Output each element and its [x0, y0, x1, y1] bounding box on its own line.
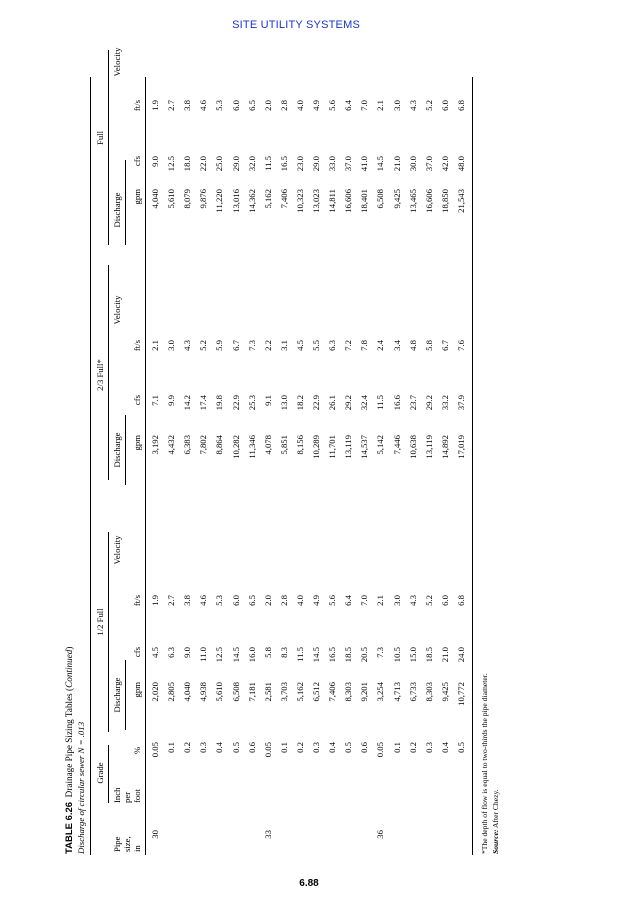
cell-grade-pct: 0.4	[439, 742, 450, 753]
cell-twothirds-fts: 7.2	[343, 340, 354, 351]
cell-half-cfs: 7.3	[375, 647, 386, 658]
cell-half-fts: 5.3	[214, 595, 225, 606]
cell-twothirds-fts: 5.5	[311, 340, 321, 351]
cell-twothirds-cfs: 18.2	[294, 395, 305, 411]
cell-half-cfs: 12.5	[214, 647, 225, 663]
pipe-size-header-1: Pipe	[112, 836, 122, 852]
cell-half-fts: 5.6	[327, 595, 338, 606]
cell-half-cfs: 6.3	[166, 647, 177, 658]
cell-full-gpm: 10,323	[294, 189, 305, 213]
cell-grade-pct: 0.5	[343, 742, 354, 753]
cell-twothirds-gpm: 4,078	[262, 435, 273, 455]
cell-full-fts: 1.9	[150, 100, 160, 111]
cell-full-fts: 5.6	[327, 100, 338, 111]
cell-full-gpm: 14,811	[327, 189, 338, 213]
bottom-rule	[472, 77, 473, 855]
cell-half-fts: 5.2	[423, 595, 434, 606]
cell-full-fts: 4.6	[198, 100, 209, 111]
cell-grade-pct: 0.1	[391, 742, 402, 753]
cell-half-fts: 6.0	[230, 595, 241, 606]
twothirds-fts-unit: ft/s	[132, 340, 142, 352]
cell-full-fts: 5.3	[214, 100, 225, 111]
header-full: Full	[95, 131, 105, 146]
half-fts-unit: ft/s	[132, 595, 142, 607]
cell-twothirds-gpm: 13,119	[343, 435, 354, 459]
cell-twothirds-cfs: 33.2	[439, 395, 450, 411]
cell-half-gpm: 4,040	[182, 682, 193, 702]
cell-full-gpm: 21,543	[455, 189, 466, 213]
cell-half-fts: 1.9	[150, 595, 160, 606]
cell-half-gpm: 2,020	[150, 682, 160, 702]
cell-half-gpm: 6,512	[311, 682, 321, 702]
cell-full-gpm: 14,362	[246, 189, 257, 213]
cell-grade-pct: 0.2	[294, 742, 305, 753]
cell-twothirds-fts: 7.3	[246, 340, 257, 351]
cell-grade-pct: 0.3	[423, 742, 434, 753]
cell-full-fts: 5.2	[423, 100, 434, 111]
cell-full-cfs: 37.0	[423, 156, 434, 172]
half-gpm-unit: gpm	[132, 682, 142, 698]
cell-half-gpm: 5,610	[214, 682, 225, 702]
cell-full-gpm: 16,606	[423, 189, 434, 213]
cell-full-fts: 3.8	[182, 100, 193, 111]
cell-half-fts: 4.6	[198, 595, 209, 606]
full-underline	[108, 50, 109, 245]
cell-twothirds-gpm: 13,119	[423, 435, 434, 459]
grade-underline	[108, 745, 109, 803]
cell-twothirds-fts: 4.5	[294, 340, 305, 351]
cell-full-fts: 3.0	[391, 100, 402, 111]
cell-full-fts: 4.0	[294, 100, 305, 111]
cell-pipe-size: 30	[150, 830, 160, 839]
cell-half-fts: 4.9	[311, 595, 321, 606]
cell-grade-pct: 0.05	[262, 742, 273, 758]
cell-twothirds-fts: 5.9	[214, 340, 225, 351]
cell-twothirds-cfs: 26.1	[327, 395, 338, 411]
cell-grade-pct: 0.2	[407, 742, 418, 753]
cell-full-gpm: 11,220	[214, 189, 225, 213]
cell-full-fts: 4.9	[311, 100, 321, 111]
cell-full-fts: 2.8	[278, 100, 289, 111]
full-discharge-header: Discharge	[112, 192, 122, 228]
cell-full-gpm: 5,162	[262, 189, 273, 209]
full-gpm-unit: gpm	[132, 189, 142, 205]
table-title: Drainage Pipe Sizing Tables (	[64, 687, 74, 798]
cell-half-fts: 6.5	[246, 595, 257, 606]
cell-twothirds-gpm: 5,851	[278, 435, 289, 455]
table-title-close: )	[64, 646, 74, 650]
cell-full-gpm: 9,425	[391, 189, 402, 209]
cell-half-fts: 6.4	[343, 595, 354, 606]
cell-full-gpm: 13,023	[311, 189, 321, 213]
footnote-depth: *The depth of flow is equal to two-thirds the pipe diameter.	[480, 673, 489, 854]
cell-full-cfs: 42.0	[439, 156, 450, 172]
cell-half-gpm: 3,254	[375, 682, 386, 702]
half-full-underline	[108, 532, 109, 732]
cell-twothirds-cfs: 17.4	[198, 395, 209, 411]
cell-full-cfs: 12.5	[166, 156, 177, 172]
running-header: SITE UTILITY SYSTEMS	[232, 19, 360, 31]
cell-half-cfs: 16.5	[327, 647, 338, 663]
cell-full-fts: 6.5	[246, 100, 257, 111]
cell-twothirds-cfs: 14.2	[182, 395, 193, 411]
cell-half-cfs: 24.0	[455, 647, 466, 663]
cell-half-cfs: 5.8	[262, 647, 273, 658]
cell-twothirds-cfs: 13.0	[278, 395, 289, 411]
full-discharge-underline	[125, 160, 126, 245]
cell-grade-pct: 0.1	[278, 742, 289, 753]
cell-twothirds-gpm: 5,142	[375, 435, 386, 455]
cell-twothirds-fts: 5.2	[198, 340, 209, 351]
cell-grade-pct: 0.5	[230, 742, 241, 753]
cell-twothirds-fts: 5.8	[423, 340, 434, 351]
cell-full-fts: 2.0	[262, 100, 273, 111]
cell-full-gpm: 16,606	[343, 189, 354, 213]
cell-twothirds-fts: 2.1	[150, 340, 160, 351]
twothirds-discharge-header: Discharge	[112, 432, 122, 468]
cell-full-fts: 6.0	[230, 100, 241, 111]
cell-grade-pct: 0.1	[166, 742, 177, 753]
cell-full-gpm: 18,401	[359, 189, 370, 213]
cell-half-fts: 3.8	[182, 595, 193, 606]
cell-full-gpm: 7,406	[278, 189, 289, 209]
cell-half-fts: 3.0	[391, 595, 402, 606]
cell-full-cfs: 29.0	[230, 156, 241, 172]
cell-half-cfs: 14.5	[311, 647, 321, 663]
cell-full-cfs: 41.0	[359, 156, 370, 172]
cell-twothirds-gpm: 8,156	[294, 435, 305, 455]
cell-half-cfs: 14.5	[230, 647, 241, 663]
cell-twothirds-cfs: 22.9	[230, 395, 241, 411]
cell-twothirds-gpm: 11,346	[246, 435, 257, 459]
cell-full-cfs: 22.0	[198, 156, 209, 172]
cell-grade-pct: 0.4	[214, 742, 225, 753]
cell-twothirds-fts: 6.3	[327, 340, 338, 351]
cell-full-fts: 6.4	[343, 100, 354, 111]
cell-twothirds-cfs: 16.6	[391, 395, 402, 411]
cell-twothirds-gpm: 3,192	[150, 435, 160, 455]
cell-half-cfs: 18.5	[343, 647, 354, 663]
cell-full-fts: 6.8	[455, 100, 466, 111]
cell-twothirds-cfs: 9.1	[262, 395, 273, 406]
cell-half-gpm: 6,508	[230, 682, 241, 702]
cell-full-gpm: 5,610	[166, 189, 177, 209]
cell-grade-pct: 0.3	[198, 742, 209, 753]
cell-twothirds-cfs: 19.8	[214, 395, 225, 411]
cell-full-cfs: 18.0	[182, 156, 193, 172]
cell-half-fts: 4.0	[294, 595, 305, 606]
cell-twothirds-fts: 2.2	[262, 340, 273, 351]
cell-half-gpm: 9,425	[439, 682, 450, 702]
cell-full-cfs: 14.5	[375, 156, 386, 172]
cell-full-cfs: 11.5	[262, 156, 273, 171]
cell-twothirds-gpm: 4,432	[166, 435, 177, 455]
cell-half-fts: 2.7	[166, 595, 177, 606]
header-grade: Grade	[95, 762, 105, 784]
header-rule	[145, 77, 146, 855]
cell-grade-pct: 0.05	[150, 742, 160, 758]
half-discharge-header: Discharge	[112, 677, 122, 713]
cell-half-gpm: 8,303	[343, 682, 354, 702]
cell-full-fts: 7.0	[359, 100, 370, 111]
top-rule	[90, 77, 91, 855]
table-continued: Continued	[64, 649, 74, 688]
cell-half-cfs: 16.0	[246, 647, 257, 663]
cell-full-cfs: 48.0	[455, 156, 466, 172]
cell-half-cfs: 4.5	[150, 647, 160, 658]
cell-twothirds-cfs: 22.9	[311, 395, 321, 411]
cell-grade-pct: 0.05	[375, 742, 386, 758]
twothirds-underline	[108, 265, 109, 480]
header-twothirds-full: 2/3 Full*	[95, 359, 105, 391]
half-velocity-header: Velocity	[112, 535, 122, 565]
cell-full-cfs: 16.5	[278, 156, 289, 172]
table-caption	[64, 647, 75, 854]
cell-twothirds-fts: 3.1	[278, 340, 289, 351]
cell-half-gpm: 7,406	[327, 682, 338, 702]
cell-full-gpm: 8,079	[182, 189, 193, 209]
cell-twothirds-cfs: 29.2	[343, 395, 354, 411]
cell-grade-pct: 0.3	[311, 742, 321, 753]
footnote-source	[491, 789, 500, 854]
full-velocity-header: Velocity	[112, 47, 122, 77]
cell-half-cfs: 10.5	[391, 647, 402, 663]
cell-half-cfs: 15.0	[407, 647, 418, 663]
cell-twothirds-gpm: 17,019	[455, 435, 466, 459]
cell-grade-pct: 0.5	[455, 742, 466, 753]
cell-half-cfs: 11.5	[294, 647, 305, 662]
cell-full-cfs: 23.0	[294, 156, 305, 172]
cell-half-fts: 6.0	[439, 595, 450, 606]
cell-half-fts: 2.1	[375, 595, 386, 606]
full-fts-unit: ft/s	[132, 100, 142, 112]
cell-full-cfs: 30.0	[407, 156, 418, 172]
full-cfs-unit: cfs	[132, 156, 142, 167]
cell-twothirds-gpm: 11,701	[327, 435, 338, 459]
cell-half-gpm: 2,581	[262, 682, 273, 702]
cell-full-fts: 4.3	[407, 100, 418, 111]
cell-half-fts: 4.3	[407, 595, 418, 606]
cell-twothirds-cfs: 32.4	[359, 395, 370, 411]
cell-half-cfs: 18.5	[423, 647, 434, 663]
cell-full-fts: 2.1	[375, 100, 386, 111]
cell-full-gpm: 13,016	[230, 189, 241, 213]
cell-half-fts: 6.8	[455, 595, 466, 606]
table-label: TABLE 6.26	[64, 801, 75, 854]
twothirds-gpm-unit: gpm	[132, 435, 142, 451]
cell-twothirds-gpm: 10,282	[230, 435, 241, 459]
cell-grade-pct: 0.4	[327, 742, 338, 753]
cell-half-cfs: 20.5	[359, 647, 370, 663]
cell-full-fts: 2.7	[166, 100, 177, 111]
cell-full-cfs: 33.0	[327, 156, 338, 172]
source-text: After Chezy.	[491, 789, 500, 830]
source-label: Source:	[491, 829, 500, 854]
cell-half-gpm: 6,733	[407, 682, 418, 702]
cell-twothirds-fts: 4.3	[182, 340, 193, 351]
inch-per-foot-header-3: foot	[132, 789, 142, 803]
table-subtitle: Discharge of circular sewer N = .013	[76, 721, 86, 854]
cell-full-gpm: 4,040	[150, 189, 160, 209]
cell-twothirds-cfs: 37.9	[455, 395, 466, 411]
cell-twothirds-cfs: 25.3	[246, 395, 257, 411]
cell-half-gpm: 8,303	[423, 682, 434, 702]
cell-twothirds-fts: 3.4	[391, 340, 402, 351]
cell-full-cfs: 9.0	[150, 156, 160, 167]
cell-half-cfs: 9.0	[182, 647, 193, 658]
half-cfs-unit: cfs	[132, 647, 142, 658]
cell-full-cfs: 29.0	[311, 156, 321, 172]
header-half-full: 1/2 Full	[95, 608, 105, 636]
cell-full-cfs: 25.0	[214, 156, 225, 172]
cell-half-gpm: 5,162	[294, 682, 305, 702]
cell-half-cfs: 21.0	[439, 647, 450, 663]
cell-full-gpm: 9,876	[198, 189, 209, 209]
cell-full-cfs: 32.0	[246, 156, 257, 172]
pipe-size-header-3: in	[132, 845, 142, 852]
cell-full-gpm: 18,850	[439, 189, 450, 213]
inch-per-foot-header-2: per	[122, 791, 132, 803]
cell-twothirds-cfs: 7.1	[150, 395, 160, 406]
cell-half-gpm: 2,805	[166, 682, 177, 702]
cell-twothirds-cfs: 23.7	[407, 395, 418, 411]
cell-full-cfs: 37.0	[343, 156, 354, 172]
cell-twothirds-fts: 6.7	[439, 340, 450, 351]
cell-twothirds-cfs: 29.2	[423, 395, 434, 411]
cell-pipe-size: 33	[262, 830, 273, 839]
cell-full-gpm: 6,508	[375, 189, 386, 209]
half-discharge-underline	[125, 660, 126, 730]
twothirds-velocity-header: Velocity	[112, 295, 122, 325]
cell-half-cfs: 11.0	[198, 647, 209, 662]
cell-half-fts: 2.0	[262, 595, 273, 606]
cell-half-fts: 2.8	[278, 595, 289, 606]
cell-twothirds-fts: 3.0	[166, 340, 177, 351]
cell-twothirds-fts: 7.8	[359, 340, 370, 351]
cell-half-gpm: 4,938	[198, 682, 209, 702]
twothirds-cfs-unit: cfs	[132, 395, 142, 406]
inch-per-foot-header-1: Inch	[112, 787, 122, 803]
cell-full-fts: 6.0	[439, 100, 450, 111]
page-number: 6.88	[299, 878, 319, 889]
cell-twothirds-gpm: 7,802	[198, 435, 209, 455]
cell-half-gpm: 7,181	[246, 682, 257, 702]
cell-half-gpm: 3,703	[278, 682, 289, 702]
cell-twothirds-fts: 2.4	[375, 340, 386, 351]
cell-grade-pct: 0.6	[359, 742, 370, 753]
cell-twothirds-gpm: 8,864	[214, 435, 225, 455]
cell-twothirds-cfs: 9.9	[166, 395, 177, 406]
cell-grade-pct: 0.6	[246, 742, 257, 753]
cell-half-cfs: 8.3	[278, 647, 289, 658]
cell-twothirds-fts: 7.6	[455, 340, 466, 351]
cell-half-gpm: 4,713	[391, 682, 402, 702]
cell-twothirds-fts: 4.8	[407, 340, 418, 351]
cell-grade-pct: 0.2	[182, 742, 193, 753]
cell-full-gpm: 13,465	[407, 189, 418, 213]
cell-full-cfs: 21.0	[391, 156, 402, 172]
cell-pipe-size: 36	[375, 830, 386, 839]
cell-twothirds-fts: 6.7	[230, 340, 241, 351]
cell-twothirds-cfs: 11.5	[375, 395, 386, 410]
cell-twothirds-gpm: 10,289	[311, 435, 321, 459]
cell-twothirds-gpm: 14,892	[439, 435, 450, 459]
cell-twothirds-gpm: 10,638	[407, 435, 418, 459]
cell-twothirds-gpm: 7,446	[391, 435, 402, 455]
cell-half-gpm: 10,772	[455, 682, 466, 706]
cell-twothirds-gpm: 6,383	[182, 435, 193, 455]
pipe-size-header-2: size,	[122, 836, 132, 852]
twothirds-discharge-underline	[125, 415, 126, 485]
cell-twothirds-gpm: 14,537	[359, 435, 370, 459]
percent-header: %	[132, 746, 142, 754]
cell-half-gpm: 9,201	[359, 682, 370, 702]
cell-half-fts: 7.0	[359, 595, 370, 606]
